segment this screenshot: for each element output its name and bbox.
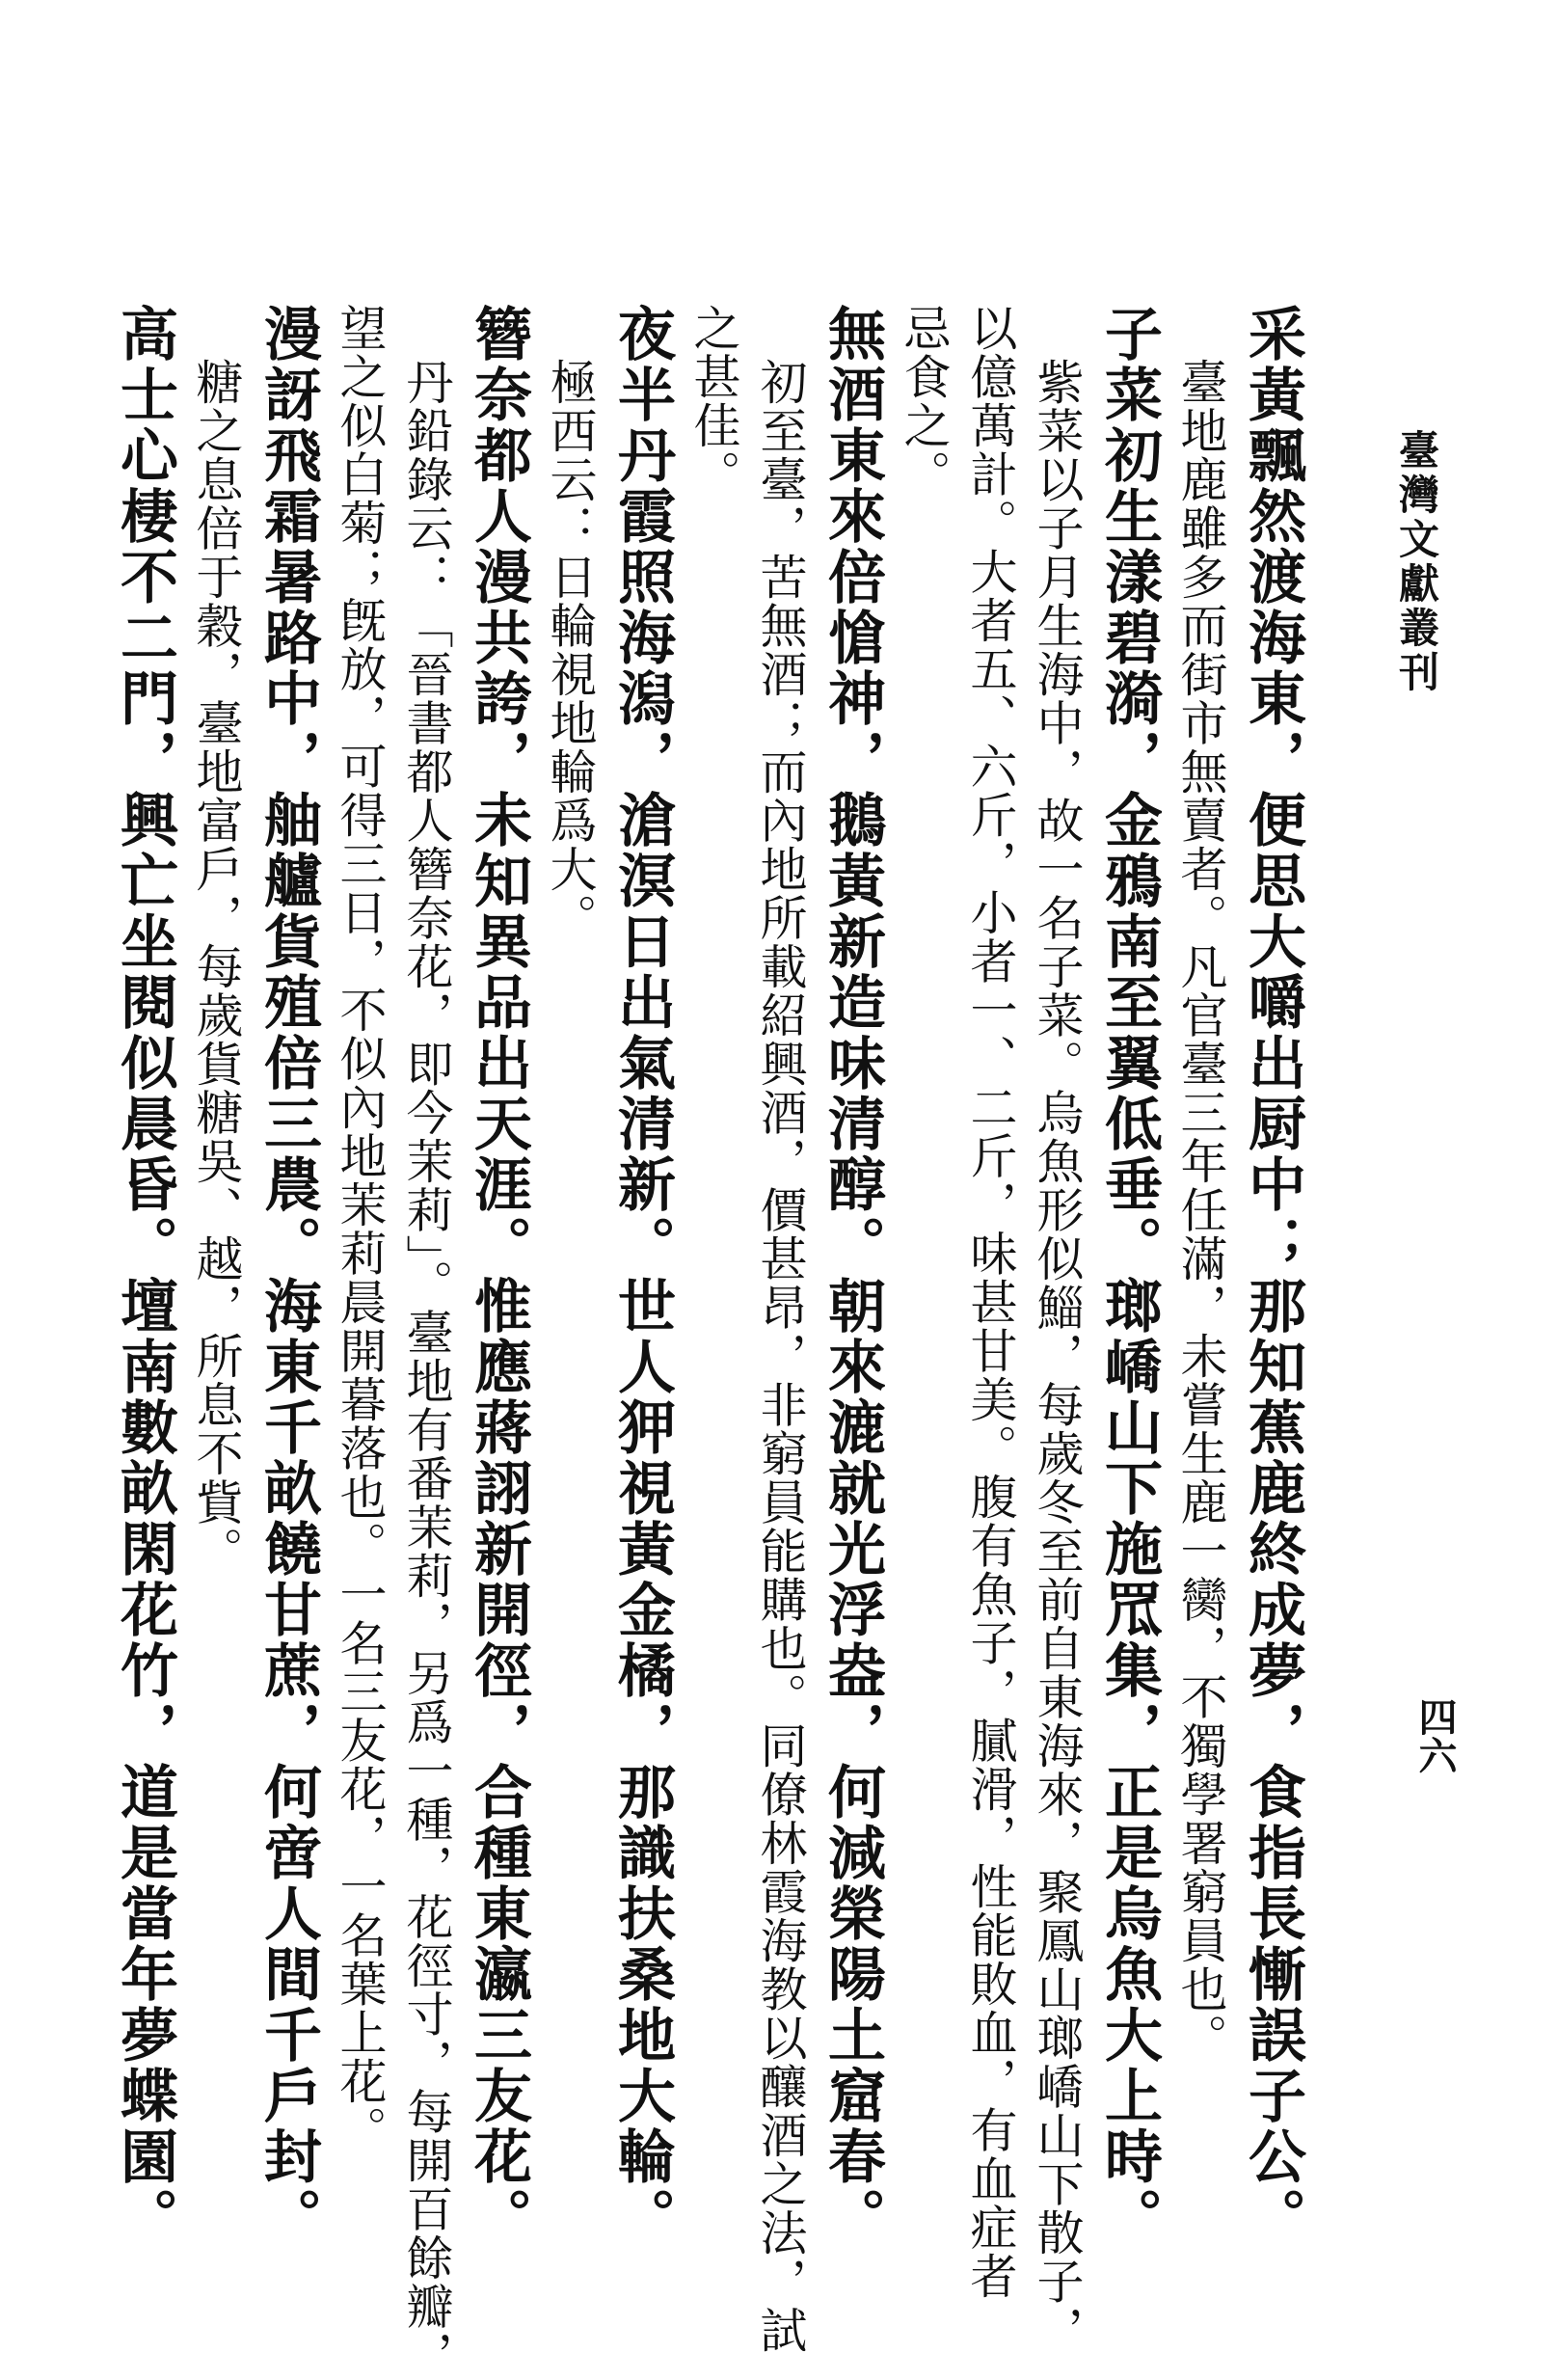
note-line: 臺地鹿雖多而街市無賣者。凡官臺三年任滿，未嘗生鹿一臠，不獨學署窮員也。 <box>1173 358 1228 2063</box>
text-body <box>111 304 1306 2380</box>
verse-line: 采黃飄然渡海東，便思大嚼出厨中；那知蕉鹿終成夢，食指長慚誤子公。 <box>1239 304 1306 2248</box>
running-title: 臺灣文獻叢刊 <box>1393 429 1440 695</box>
note-line: 紫菜以子月生海中，故一名子菜。烏魚形似鯔，每歲冬至前自東海來，聚鳳山瑯嶠山下散子， <box>1030 358 1085 2355</box>
note-line: 初至臺，苦無酒；而內地所載紹興酒，價甚昂，非窮員能購也。同僚林霞海教以釀酒之法，試 <box>753 358 808 2355</box>
note-line: 丹鉛錄云：「晉書都人簪奈花，即今茉莉」。臺地有番茉莉，另爲一種，花徑寸，每開百餘瓣， <box>399 358 454 2380</box>
verse-line: 高士心棲不二門，興亡坐閱似晨昏。壇南數畝閑花竹，道是當年夢蝶園。 <box>111 304 178 2248</box>
note-line: 以億萬計。大者五、六斤，小者一、二斤，味甚甘美。腹有魚子，膩滑，性能敗血，有血症者 <box>963 304 1018 2301</box>
note-line: 望之似白菊；旣放，可得三日，不似內地茉莉晨開暮落也。一名三友花，一名葉上花。 <box>333 304 388 2154</box>
note-line: 極西云：日輪視地輪爲大。 <box>543 358 598 942</box>
verse-line: 漫訝飛霜暑路中，舳艫貨殖倍三農。海東千畝饒甘蔗，何啻人間千戶封。 <box>255 304 322 2248</box>
verse-line: 夜半丹霞照海潟，滄溟日出氣清新。世人狎視黃金橘，那識扶桑地大輪。 <box>608 304 676 2248</box>
verse-line: 無酒東來倍愴神，鵝黃新造味清醇。朝來漉就光浮盎，何減榮陽土窟春。 <box>819 304 886 2248</box>
note-line: 之甚佳。 <box>686 304 741 499</box>
verse-line: 簪奈都人漫共誇，未知異品出天涯。惟應蔣詡新開徑，合種東瀛三友花。 <box>465 304 532 2248</box>
note-line: 忌食之。 <box>897 304 952 499</box>
page-number: 四六 <box>1412 1697 1458 1774</box>
note-line: 糖之息倍于穀，臺地富戶，每歲貨糖吳、越，所息不貲。 <box>189 358 244 1576</box>
verse-line: 子菜初生漾碧漪，金鴉南至翼低垂。瑯嶠山下施罛集，正是烏魚大上時。 <box>1095 304 1163 2248</box>
